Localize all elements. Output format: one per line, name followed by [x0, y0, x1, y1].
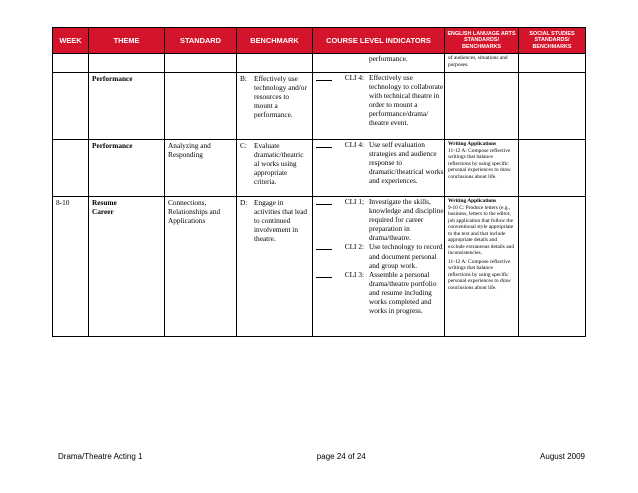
theme-cell	[89, 54, 165, 73]
check-blank	[316, 197, 334, 242]
cli-cell	[313, 54, 445, 73]
standard-cell	[165, 73, 237, 140]
cli-text: performance.	[369, 54, 408, 63]
standard-cell	[165, 140, 237, 197]
week-text: 8-10	[56, 198, 70, 207]
ela-block	[445, 140, 518, 181]
header-social-studies-standards: SOCIAL STUDIES STANDARDS/ BENCHMARKS	[519, 28, 586, 54]
footer-course-title: Drama/Theatre Acting 1	[58, 452, 143, 461]
benchmark-text: Engage in activities that lead to continued involvement in theatre.	[254, 198, 308, 244]
page-footer	[58, 452, 585, 461]
cli-item	[313, 270, 444, 315]
benchmark-cell	[237, 197, 313, 337]
cli-text: Investigate the skills, knowledge and discipline required for career preparation in drama/theatre.	[369, 197, 444, 243]
ela-cell	[445, 73, 519, 140]
benchmark-item	[237, 140, 312, 187]
social-studies-cell	[519, 197, 586, 337]
benchmark-text: Effectively use technology and/or resources to mount a performance.	[254, 74, 307, 120]
ela-text: 9-10 C: Produce letters (e.g., business, letters to the editor, job application that follow the conventional style appropriate to the text and that include appropriate details and exclude extraneous details and inconsistencies.	[448, 204, 515, 256]
ela-cell	[445, 54, 519, 73]
table-row	[53, 197, 586, 337]
week-cell	[53, 73, 89, 140]
cli-cell	[313, 197, 445, 337]
check-blank	[316, 270, 334, 315]
standard-text: Connections, Relationships and Applications	[168, 198, 221, 226]
theme-cell	[89, 197, 165, 337]
table-row	[53, 54, 586, 73]
header-row	[53, 28, 586, 54]
cli-text: Effectively use technology to collaborate with technical theatre in order to mount a performance/drama/ theatre event.	[369, 73, 444, 128]
cli-item	[313, 54, 444, 63]
cli-code: CLI 2:	[344, 242, 364, 252]
benchmark-letter: B:	[240, 74, 247, 83]
social-studies-cell	[519, 54, 586, 73]
theme-cell	[89, 73, 165, 140]
footer-page-number: page 24 of 24	[316, 452, 366, 461]
check-blank	[316, 140, 334, 185]
benchmark-item	[237, 73, 312, 120]
week-cell	[53, 140, 89, 197]
theme-block	[89, 197, 164, 217]
standard-cell	[165, 54, 237, 73]
benchmark-cell	[237, 54, 313, 73]
check-blank	[316, 73, 334, 128]
cli-code: CLI 4:	[344, 73, 364, 82]
cli-code: CLI 3:	[344, 269, 364, 279]
footer-date: August 2009	[540, 452, 585, 461]
ela-text: 11-12 A: Compose reflective writings that balance reflections by using specific personal experiences to draw conclusions about life.	[448, 258, 511, 291]
week-cell	[53, 54, 89, 73]
cli-cell	[313, 73, 445, 140]
benchmark-cell	[237, 73, 313, 140]
ela-title: Writing Applications	[448, 198, 497, 204]
standard-cell	[165, 197, 237, 337]
social-studies-cell	[519, 73, 586, 140]
ela-cell	[445, 197, 519, 337]
header-ela-standards: ENGLISH LANUAGE ARTS STANDARDS/ BENCHMARKS	[445, 28, 519, 54]
benchmark-cell	[237, 140, 313, 197]
theme-cell	[89, 140, 165, 197]
ela-text: 11-12 A: Compose reflective writings that balance reflections by using specific personal experiences to draw conclusions about life.	[448, 147, 511, 180]
cli-text: Use self evaluation strategies and audience response to dramatic/theatrical works and experiences.	[369, 140, 444, 186]
ela-block	[445, 197, 518, 292]
header-benchmark: BENCHMARK	[237, 28, 313, 54]
header-course-level-indicators: COURSE LEVEL INDICATORS	[313, 28, 445, 54]
benchmark-letter: C:	[240, 141, 247, 150]
theme-text: Career	[92, 207, 114, 217]
table-row	[53, 140, 586, 197]
cli-code: CLI 1;	[344, 197, 364, 206]
cli-text: Assemble a personal drama/theatre portfolio and resume including works completed and works in progress.	[369, 269, 437, 316]
benchmark-letter: D:	[240, 198, 248, 207]
week-cell	[53, 197, 89, 337]
cli-text: Use technology to record and document personal and group work.	[369, 242, 443, 270]
cli-code: CLI 4:	[344, 140, 364, 149]
check-blank	[316, 242, 334, 269]
ela-cell	[445, 140, 519, 197]
benchmark-item	[237, 197, 312, 244]
header-week: WEEK	[53, 28, 89, 54]
benchmark-text: Evaluate dramatic/theatric al works using appropriate criteria.	[254, 141, 304, 187]
table-row	[53, 73, 586, 140]
header-theme: THEME	[89, 28, 165, 54]
theme-text: Performance	[92, 74, 133, 83]
cli-item	[313, 242, 444, 269]
theme-text: Performance	[92, 141, 133, 150]
cli-cell	[313, 140, 445, 197]
ela-text: of audiences, situations and purposes.	[448, 55, 508, 68]
social-studies-cell	[519, 140, 586, 197]
header-standard: STANDARD	[165, 28, 237, 54]
cli-item	[313, 73, 444, 128]
cli-item	[313, 140, 444, 185]
theme-text: Resume	[92, 198, 117, 207]
curriculum-table	[52, 27, 586, 337]
cli-item	[313, 197, 444, 242]
standard-text: Analyzing and Responding	[168, 141, 211, 160]
ela-title: Writing Applications	[448, 141, 497, 147]
